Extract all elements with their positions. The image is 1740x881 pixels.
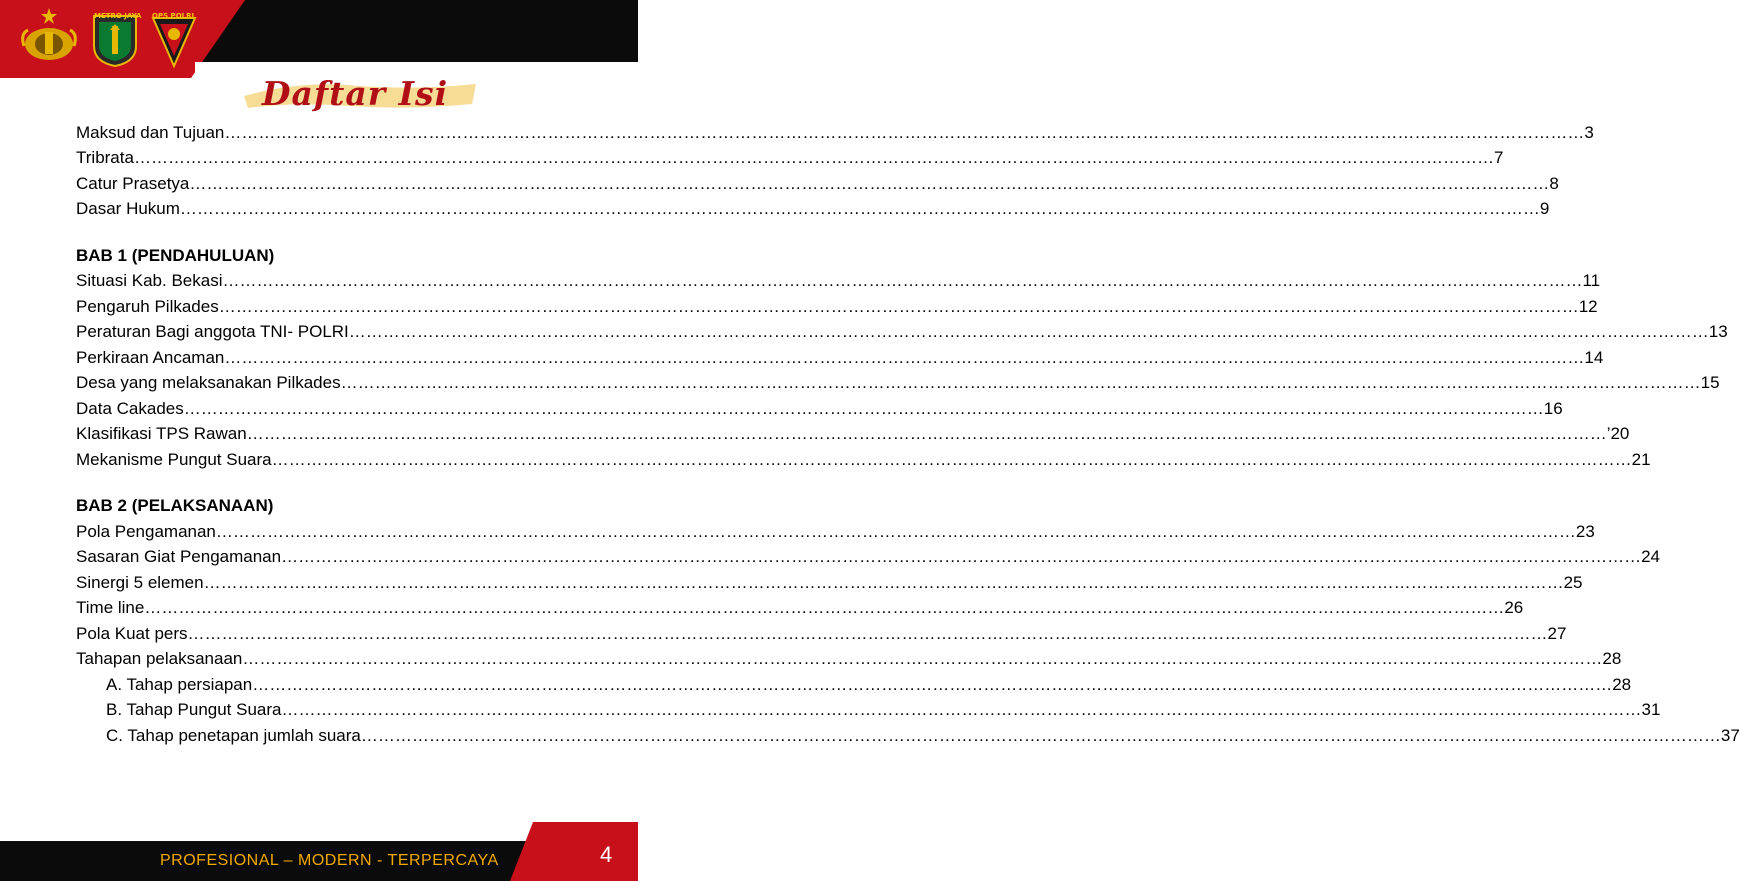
toc-leader-dots: …………………………………………………………………………………………………………………………………………………………………………………………………………………… (252, 674, 1613, 694)
toc-entry-label: Situasi Kab. Bekasi (76, 271, 223, 290)
toc-entry-page: 21 (1631, 449, 1651, 469)
toc-entry-page: 24 (1641, 547, 1661, 566)
toc-leader-dots: …………………………………………………………………………………………………………………………………………………………………………………………………………………… (281, 547, 1642, 566)
toc-entry (76, 317, 1728, 343)
title-block (250, 74, 460, 118)
toc-bab1-section (76, 266, 1728, 470)
toc-entry-page: 8 (1549, 173, 1559, 193)
toc-leader-dots: …………………………………………………………………………………………………………………………………………………………………………………………………………………… (215, 521, 1576, 541)
toc-entry (76, 342, 1604, 368)
toc-entry (76, 444, 1651, 470)
toc-entry-label: C. Tahap penetapan jumlah suara (106, 725, 361, 745)
metro-jaya-label: METRO JAYA (94, 12, 142, 20)
toc-entry (76, 567, 1583, 593)
page-title: Daftar Isi (261, 74, 449, 113)
toc-entry (76, 143, 1504, 169)
toc-entry-label: Pola Pengamanan (76, 521, 216, 541)
toc-entry-page: 15 (1700, 373, 1720, 392)
toc-entry-page: 26 (1504, 598, 1524, 617)
toc-leader-dots: …………………………………………………………………………………………………………………………………………………………………………………………………………………… (348, 322, 1709, 341)
footer-tagline: PROFESIONAL – MODERN - TERPERCAYA (160, 852, 499, 869)
toc-leader-dots: …………………………………………………………………………………………………………………………………………………………………………………………………………………… (271, 449, 1632, 469)
table-of-contents (76, 117, 1740, 746)
toc-entry-label: Peraturan Bagi anggota TNI- POLRI (76, 322, 349, 341)
bab2-heading: BAB 2 (PELAKSANAAN) (76, 496, 274, 515)
toc-entry (76, 542, 1661, 568)
toc-entry-page: 13 (1708, 322, 1728, 341)
toc-entry (76, 194, 1550, 220)
toc-entry-page: 23 (1575, 521, 1595, 541)
toc-leader-dots: …………………………………………………………………………………………………………………………………………………………………………………………………………………… (189, 173, 1550, 193)
toc-entry (76, 368, 1720, 394)
toc-leader-dots: …………………………………………………………………………………………………………………………………………………………………………………………………………………… (222, 271, 1583, 290)
toc-entry-page: 9 (1539, 199, 1550, 218)
page-number: 4 (600, 842, 613, 867)
toc-entry-label: Catur Prasetya (76, 173, 190, 193)
toc-entry-label: Tribrata (76, 148, 134, 167)
toc-entry-label: A. Tahap persiapan (106, 674, 253, 694)
toc-entry (76, 117, 1594, 143)
toc-entry-label: Data Cakades (76, 398, 184, 418)
toc-entry-label: Pola Kuat pers (76, 623, 188, 643)
toc-entry-label: Dasar Hukum (76, 199, 180, 218)
toc-entry-label: Desa yang melaksanakan Pilkades (76, 373, 341, 392)
toc-entry-page: 37 (1720, 725, 1740, 745)
toc-leader-dots: …………………………………………………………………………………………………………………………………………………………………………………………………………………… (183, 398, 1544, 418)
toc-leader-dots: …………………………………………………………………………………………………………………………………………………………………………………………………………………… (179, 199, 1540, 218)
toc-entry-label: Klasifikasi TPS Rawan (76, 424, 247, 443)
polri-emblem-icon (18, 6, 80, 68)
toc-leader-dots: …………………………………………………………………………………………………………………………………………………………………………………………………………………… (281, 700, 1642, 719)
toc-entry-label: Perkiraan Ancaman (76, 347, 225, 367)
toc-leader-dots: …………………………………………………………………………………………………………………………………………………………………………………………………………………… (203, 572, 1564, 592)
toc-entry (76, 168, 1559, 194)
toc-leader-dots: …………………………………………………………………………………………………………………………………………………………………………………………………………………… (218, 296, 1579, 316)
toc-entry-page: 3 (1584, 122, 1594, 142)
toc-bab2-subsection (76, 669, 1740, 746)
toc-entry-page: 16 (1543, 398, 1563, 418)
toc-entry (76, 720, 1740, 746)
bab1-heading: BAB 1 (PENDAHULUAN) (76, 245, 275, 265)
toc-entry (76, 618, 1567, 644)
toc-entry-page: 14 (1584, 347, 1604, 367)
toc-entry-page: 28 (1602, 649, 1622, 668)
toc-entry-page: 7 (1493, 148, 1504, 167)
toc-entry-page: 28 (1612, 674, 1632, 694)
toc-entry-page: 12 (1578, 296, 1598, 316)
toc-leader-dots: …………………………………………………………………………………………………………………………………………………………………………………………………………………… (144, 598, 1505, 617)
toc-entry-label: Sasaran Giat Pengamanan (76, 547, 282, 566)
toc-entry-label: Maksud dan Tujuan (76, 122, 225, 142)
toc-front-section (76, 117, 1594, 219)
toc-entry (76, 393, 1563, 419)
toc-leader-dots: …………………………………………………………………………………………………………………………………………………………………………………………………………………… (360, 725, 1721, 745)
toc-entry (76, 516, 1595, 542)
toc-entry-label: B. Tahap Pungut Suara (106, 700, 282, 719)
toc-entry-label: Pengaruh Pilkades (76, 296, 219, 316)
toc-leader-dots: …………………………………………………………………………………………………………………………………………………………………………………………………………………… (224, 347, 1585, 367)
toc-entry (76, 593, 1524, 619)
toc-entry-page: ’20 (1606, 424, 1630, 443)
toc-entry-label: Tahapan pelaksanaan (76, 649, 243, 668)
footer-red-band (510, 822, 638, 881)
toc-entry-label: Time line (76, 598, 145, 617)
toc-entry (76, 419, 1630, 445)
toc-leader-dots: …………………………………………………………………………………………………………………………………………………………………………………………………………………… (224, 122, 1585, 142)
toc-entry (76, 695, 1661, 721)
toc-bab2-section (76, 516, 1661, 669)
toc-entry-page: 25 (1563, 572, 1583, 592)
toc-entry-page: 31 (1641, 700, 1661, 719)
toc-leader-dots: …………………………………………………………………………………………………………………………………………………………………………………………………………………… (133, 148, 1494, 167)
toc-entry (76, 291, 1598, 317)
toc-leader-dots: …………………………………………………………………………………………………………………………………………………………………………………………………………………… (242, 649, 1603, 668)
toc-entry (76, 644, 1622, 670)
toc-entry (76, 266, 1601, 292)
toc-entry-page: 27 (1547, 623, 1567, 643)
toc-leader-dots: …………………………………………………………………………………………………………………………………………………………………………………………………………………… (340, 373, 1701, 392)
toc-entry-label: Sinergi 5 elemen (76, 572, 204, 592)
ops-polri-label: OPS POLRI (152, 12, 195, 20)
toc-entry (76, 669, 1632, 695)
toc-entry-page: 11 (1582, 271, 1601, 290)
toc-entry-label: Mekanisme Pungut Suara (76, 449, 272, 469)
toc-leader-dots: …………………………………………………………………………………………………………………………………………………………………………………………………………………… (187, 623, 1548, 643)
toc-leader-dots: …………………………………………………………………………………………………………………………………………………………………………………………………………………… (246, 424, 1607, 443)
